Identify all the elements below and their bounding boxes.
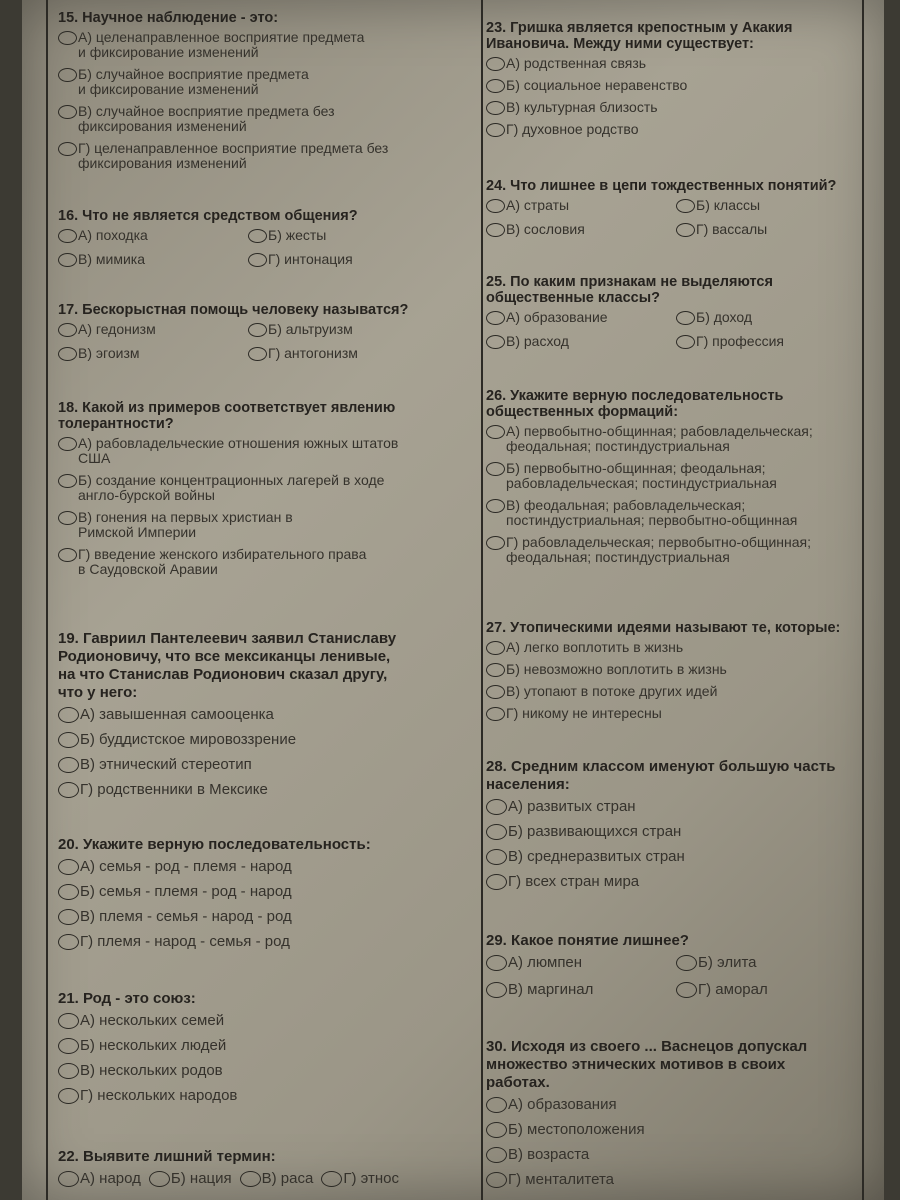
- answer-option[interactable]: [58, 883, 448, 900]
- question-30: [486, 1038, 876, 1196]
- answer-circle-icon[interactable]: [486, 79, 505, 93]
- answer-option[interactable]: [248, 252, 438, 267]
- answer-option[interactable]: [248, 228, 438, 243]
- answer-option-label: В) раса: [261, 1170, 314, 1187]
- answer-option[interactable]: [58, 731, 448, 748]
- answer-option-label: Г) нескольких народов: [80, 1087, 238, 1104]
- answer-option[interactable]: [486, 1121, 876, 1138]
- answer-circle-icon[interactable]: [58, 782, 79, 798]
- answer-circle-icon[interactable]: [240, 1171, 261, 1187]
- answer-option-label: В) гонения на первых христиан в Римской Империи: [78, 509, 293, 540]
- answer-option[interactable]: [486, 498, 876, 528]
- answer-option-label: Б) местоположения: [508, 1121, 645, 1138]
- answer-option[interactable]: [58, 141, 448, 171]
- answer-options: [58, 1012, 448, 1104]
- column-divider: [481, 0, 483, 1200]
- question-title: 29. Какое понятие лишнее?: [486, 932, 689, 949]
- answer-circle-icon[interactable]: [58, 105, 77, 119]
- question-17: [58, 302, 448, 368]
- answer-option-label: Б) нация: [170, 1170, 232, 1187]
- answer-option[interactable]: [486, 640, 876, 655]
- answer-option[interactable]: [248, 346, 438, 361]
- question-title: 16. Что не является средством общения?: [58, 208, 358, 224]
- answer-circle-icon[interactable]: [486, 874, 507, 890]
- answer-circle-icon[interactable]: [58, 437, 77, 451]
- answer-circle-icon[interactable]: [58, 474, 77, 488]
- answer-option[interactable]: [58, 104, 448, 134]
- answer-circle-icon[interactable]: [58, 707, 79, 723]
- answer-circle-icon[interactable]: [486, 641, 505, 655]
- answer-option[interactable]: [58, 322, 248, 337]
- answer-options: [58, 228, 448, 274]
- answer-circle-icon[interactable]: [486, 707, 505, 721]
- answer-options: [486, 198, 876, 244]
- answer-option[interactable]: [486, 706, 876, 721]
- answer-option[interactable]: [58, 30, 448, 60]
- answer-option-label: Г) антогонизм: [268, 345, 358, 361]
- answer-option-label: Б) нескольких людей: [80, 1037, 227, 1054]
- question-29: [486, 932, 876, 1006]
- answer-circle-icon[interactable]: [58, 1038, 79, 1054]
- answer-option[interactable]: [58, 1037, 448, 1054]
- answer-option-label: Б) семья - племя - род - народ: [80, 883, 292, 900]
- answer-option[interactable]: [58, 510, 448, 540]
- answer-circle-icon[interactable]: [676, 311, 695, 325]
- answer-option[interactable]: [486, 122, 876, 137]
- answer-circle-icon[interactable]: [676, 982, 697, 998]
- answer-circle-icon[interactable]: [58, 253, 77, 267]
- answer-options: [486, 56, 876, 137]
- answer-option[interactable]: [486, 535, 876, 565]
- answer-option-label: А) гедонизм: [78, 321, 156, 337]
- answer-circle-icon[interactable]: [486, 824, 507, 840]
- answer-circle-icon[interactable]: [58, 323, 77, 337]
- answer-option[interactable]: [676, 334, 866, 349]
- answer-option-label: А) нескольких семей: [80, 1012, 225, 1029]
- answer-option-label: В) феодальная; рабовладельческая; постиндустриальная; первобытно-общинная: [506, 497, 798, 528]
- answer-option[interactable]: [58, 908, 448, 925]
- answer-option-label: А) первобытно-общинная; рабовладельческая; феодальная; постиндустриальная: [506, 423, 813, 454]
- answer-circle-icon[interactable]: [58, 347, 77, 361]
- answer-options: [58, 858, 448, 950]
- answer-circle-icon[interactable]: [486, 663, 505, 677]
- answer-circle-icon[interactable]: [486, 536, 505, 550]
- answer-option[interactable]: [676, 222, 866, 237]
- answer-option-label: В) культурная близость: [506, 99, 658, 115]
- answer-circle-icon[interactable]: [58, 909, 79, 925]
- answer-circle-icon[interactable]: [58, 229, 77, 243]
- answer-option-label: Г) менталитета: [508, 1171, 614, 1188]
- answer-circle-icon[interactable]: [321, 1171, 342, 1187]
- answer-option-label: Б) буддистское мировоззрение: [80, 731, 297, 748]
- question-title: 19. Гавриил Пантелеевич заявил Станиславу Родионовичу, что все мексиканцы ленивые, на что Станислав Родионович сказал другу, что у него:: [58, 630, 397, 701]
- answer-option[interactable]: [486, 222, 676, 237]
- answer-option-label: Б) невозможно воплотить в жизнь: [506, 661, 727, 677]
- answer-options: [486, 954, 876, 1006]
- answer-option[interactable]: [58, 346, 248, 361]
- answer-circle-icon[interactable]: [676, 955, 697, 971]
- answer-option[interactable]: [486, 461, 876, 491]
- answer-option-label: Б) жесты: [268, 227, 327, 243]
- answer-circle-icon[interactable]: [58, 511, 77, 525]
- answer-option[interactable]: [486, 823, 876, 840]
- answer-options: [486, 1096, 876, 1188]
- answer-option[interactable]: [676, 981, 866, 998]
- answer-option[interactable]: [486, 1096, 876, 1113]
- answer-option-label: В) этнический стереотип: [80, 756, 252, 773]
- answer-option-label: А) родственная связь: [506, 55, 647, 71]
- answer-option[interactable]: [486, 848, 876, 865]
- answer-option-label: Г) профессия: [696, 333, 784, 349]
- answer-circle-icon[interactable]: [58, 1063, 79, 1079]
- question-title: 30. Исходя из своего ... Васнецов допускал множество этнических мотивов в своих работах.: [486, 1038, 808, 1091]
- question-19: [58, 630, 448, 806]
- answer-circle-icon[interactable]: [486, 955, 507, 971]
- answer-circle-icon[interactable]: [486, 223, 505, 237]
- answer-circle-icon[interactable]: [58, 142, 77, 156]
- answer-circle-icon[interactable]: [248, 253, 267, 267]
- answer-options: [486, 424, 876, 565]
- question-title: 15. Научное наблюдение - это:: [58, 10, 279, 26]
- answer-circle-icon[interactable]: [58, 1013, 79, 1029]
- question-title: 25. По каким признакам не выделяются общественные классы?: [486, 274, 773, 306]
- answer-option[interactable]: [58, 252, 248, 267]
- answer-option-label: В) племя - семья - народ - род: [80, 908, 292, 925]
- answer-option[interactable]: [58, 858, 448, 875]
- answer-option[interactable]: [58, 67, 448, 97]
- answer-option[interactable]: [58, 547, 448, 577]
- answer-option[interactable]: [486, 310, 676, 325]
- answer-option-label: А) завышенная самооценка: [80, 706, 274, 723]
- answer-option-label: Г) аморал: [698, 981, 768, 998]
- answer-option-label: Г) всех стран мира: [508, 873, 640, 890]
- answer-option[interactable]: [486, 798, 876, 815]
- answer-circle-icon[interactable]: [486, 799, 507, 815]
- answer-option[interactable]: [676, 954, 866, 971]
- answer-circle-icon[interactable]: [486, 1097, 507, 1113]
- answer-option-label: А) страты: [506, 197, 570, 213]
- answer-option-label: Б) элита: [698, 954, 757, 971]
- answer-option-label: Б) классы: [696, 197, 761, 213]
- answer-circle-icon[interactable]: [58, 68, 77, 82]
- answer-option[interactable]: [486, 1171, 876, 1188]
- answer-circle-icon[interactable]: [486, 1147, 507, 1163]
- answer-option-label: В) возраста: [508, 1146, 590, 1163]
- question-24: [486, 178, 876, 244]
- answer-option-label: А) легко воплотить в жизнь: [506, 639, 684, 655]
- answer-option[interactable]: [58, 436, 448, 466]
- answer-option[interactable]: [676, 198, 866, 213]
- question-title: 17. Бескорыстная помощь человеку называтся?: [58, 302, 409, 318]
- answer-option-label: А) образования: [508, 1096, 617, 1113]
- question-21: [58, 990, 448, 1112]
- answer-option-label: А) походка: [78, 227, 148, 243]
- answer-option-label: В) маргинал: [508, 981, 594, 998]
- answer-circle-icon[interactable]: [486, 199, 505, 213]
- answer-option[interactable]: [486, 662, 876, 677]
- answer-option-label: В) случайное восприятие предмета без фиксирования изменений: [78, 103, 335, 134]
- answer-circle-icon[interactable]: [486, 335, 505, 349]
- answer-option[interactable]: [486, 1146, 876, 1163]
- answer-option[interactable]: [486, 56, 876, 71]
- answer-circle-icon[interactable]: [248, 229, 267, 243]
- answer-option-label: Г) вассалы: [696, 221, 768, 237]
- answer-option[interactable]: [486, 78, 876, 93]
- answer-option[interactable]: [486, 873, 876, 890]
- answer-option-label: В) эгоизм: [78, 345, 140, 361]
- answer-option-label: А) люмпен: [508, 954, 583, 971]
- question-title: 28. Средним классом именуют большую часть населения:: [486, 758, 836, 793]
- answer-option[interactable]: [486, 334, 676, 349]
- answer-option-label: В) мимика: [78, 251, 145, 267]
- question-23: [486, 20, 876, 144]
- answer-options: [58, 30, 448, 171]
- answer-circle-icon[interactable]: [486, 123, 505, 137]
- answer-option-label: Г) племя - народ - семья - род: [80, 933, 290, 950]
- answer-option-label: Б) развивающихся стран: [508, 823, 682, 840]
- answer-circle-icon[interactable]: [58, 1088, 79, 1104]
- answer-option-label: Г) интонация: [268, 251, 353, 267]
- answer-option-label: Б) случайное восприятие предмета и фиксирование изменений: [78, 66, 309, 97]
- answer-circle-icon[interactable]: [486, 57, 505, 71]
- answer-option-label: А) рабовладельческие отношения южных штатов США: [78, 435, 399, 466]
- answer-circle-icon[interactable]: [486, 982, 507, 998]
- question-27: [486, 620, 876, 728]
- answer-options: [486, 310, 876, 356]
- question-25: [486, 274, 876, 356]
- answer-option-label: Г) родственники в Мексике: [80, 781, 268, 798]
- question-title: 26. Укажите верную последовательность общественных формаций:: [486, 388, 784, 420]
- answer-options: [58, 1170, 448, 1195]
- answer-option[interactable]: [486, 198, 676, 213]
- answer-circle-icon[interactable]: [486, 311, 505, 325]
- question-16: [58, 208, 448, 274]
- answer-option[interactable]: [58, 473, 448, 503]
- answer-option[interactable]: [676, 310, 866, 325]
- answer-option[interactable]: [58, 228, 248, 243]
- answer-circle-icon[interactable]: [676, 335, 695, 349]
- answer-circle-icon[interactable]: [58, 859, 79, 875]
- answer-option[interactable]: [58, 1170, 141, 1187]
- question-title: 23. Гришка является крепостным у Акакия Ивановича. Между ними существует:: [486, 20, 793, 52]
- answer-option-label: Г) духовное родство: [506, 121, 639, 137]
- answer-option[interactable]: [240, 1170, 314, 1187]
- answer-circle-icon[interactable]: [486, 499, 505, 513]
- question-20: [58, 836, 448, 958]
- answer-option-label: Г) этнос: [343, 1170, 399, 1187]
- answer-option-label: Б) альтруизм: [268, 321, 353, 337]
- answer-circle-icon[interactable]: [58, 1171, 79, 1187]
- answer-option-label: Г) введение женского избирательного права в Саудовской Аравии: [78, 546, 367, 577]
- answer-option[interactable]: [58, 1062, 448, 1079]
- answer-circle-icon[interactable]: [149, 1171, 170, 1187]
- answer-option-label: В) расход: [506, 333, 569, 349]
- answer-option-label: А) народ: [80, 1170, 141, 1187]
- answer-option-label: В) нескольких родов: [80, 1062, 223, 1079]
- answer-option[interactable]: [58, 1012, 448, 1029]
- answer-circle-icon[interactable]: [486, 1172, 507, 1188]
- question-15: [58, 10, 448, 178]
- question-title: 21. Род - это союз:: [58, 990, 196, 1007]
- answer-option-label: В) сословия: [506, 221, 585, 237]
- answer-circle-icon[interactable]: [58, 757, 79, 773]
- question-28: [486, 758, 876, 898]
- answer-circle-icon[interactable]: [486, 101, 505, 115]
- question-22: [58, 1148, 448, 1195]
- answer-option[interactable]: [486, 981, 676, 998]
- answer-option-label: Б) первобытно-общинная; феодальная; рабовладельческая; постиндустриальная: [506, 460, 777, 491]
- answer-options: [58, 322, 448, 368]
- answer-option-label: Г) никому не интересны: [506, 705, 662, 721]
- answer-option[interactable]: [58, 933, 448, 950]
- question-18: [58, 400, 448, 584]
- question-title: 24. Что лишнее в цепи тождественных понятий?: [486, 178, 837, 194]
- answer-circle-icon[interactable]: [676, 223, 695, 237]
- question-title: 27. Утопическими идеями называют те, которые:: [486, 620, 841, 636]
- answer-option-label: А) образование: [506, 309, 608, 325]
- answer-option-label: А) развитых стран: [508, 798, 636, 815]
- answer-circle-icon[interactable]: [248, 323, 267, 337]
- answer-circle-icon[interactable]: [58, 548, 77, 562]
- answer-circle-icon[interactable]: [486, 1122, 507, 1138]
- answer-options: [486, 798, 876, 890]
- answer-option-label: В) утопают в потоке других идей: [506, 683, 718, 699]
- answer-circle-icon[interactable]: [58, 884, 79, 900]
- answer-option[interactable]: [58, 706, 448, 723]
- answer-circle-icon[interactable]: [676, 199, 695, 213]
- answer-option[interactable]: [58, 756, 448, 773]
- answer-option-label: Б) создание концентрационных лагерей в ходе англо-бурской войны: [78, 472, 385, 503]
- answer-options: [486, 640, 876, 721]
- answer-option-label: В) среднеразвитых стран: [508, 848, 685, 865]
- answer-option-label: Б) доход: [696, 309, 753, 325]
- answer-circle-icon[interactable]: [248, 347, 267, 361]
- answer-option-label: Б) социальное неравенство: [506, 77, 688, 93]
- answer-option[interactable]: [486, 100, 876, 115]
- answer-circle-icon[interactable]: [486, 849, 507, 865]
- answer-option[interactable]: [248, 322, 438, 337]
- answer-option-label: А) целенаправленное восприятие предмета и фиксирование изменений: [78, 29, 365, 60]
- answer-options: [58, 706, 448, 798]
- answer-option-label: А) семья - род - племя - народ: [80, 858, 292, 875]
- question-title: 18. Какой из примеров соответствует явлению толерантности?: [58, 400, 396, 432]
- answer-option[interactable]: [149, 1170, 232, 1187]
- answer-option-label: Г) рабовладельческая; первобытно-общинная; феодальная; постиндустриальная: [506, 534, 812, 565]
- answer-circle-icon[interactable]: [486, 685, 505, 699]
- question-26: [486, 388, 876, 572]
- question-title: 20. Укажите верную последовательность:: [58, 836, 371, 853]
- answer-option[interactable]: [58, 781, 448, 798]
- answer-option[interactable]: [486, 684, 876, 699]
- answer-circle-icon[interactable]: [58, 934, 79, 950]
- answer-option[interactable]: [321, 1170, 399, 1187]
- answer-circle-icon[interactable]: [486, 425, 505, 439]
- answer-option[interactable]: [486, 424, 876, 454]
- answer-circle-icon[interactable]: [58, 31, 77, 45]
- answer-option-label: Г) целенаправленное восприятие предмета без фиксирования изменений: [78, 140, 389, 171]
- answer-option[interactable]: [486, 954, 676, 971]
- question-title: 22. Выявите лишний термин:: [58, 1148, 276, 1165]
- answer-circle-icon[interactable]: [58, 732, 79, 748]
- answer-circle-icon[interactable]: [486, 462, 505, 476]
- answer-options: [58, 436, 448, 577]
- answer-option[interactable]: [58, 1087, 448, 1104]
